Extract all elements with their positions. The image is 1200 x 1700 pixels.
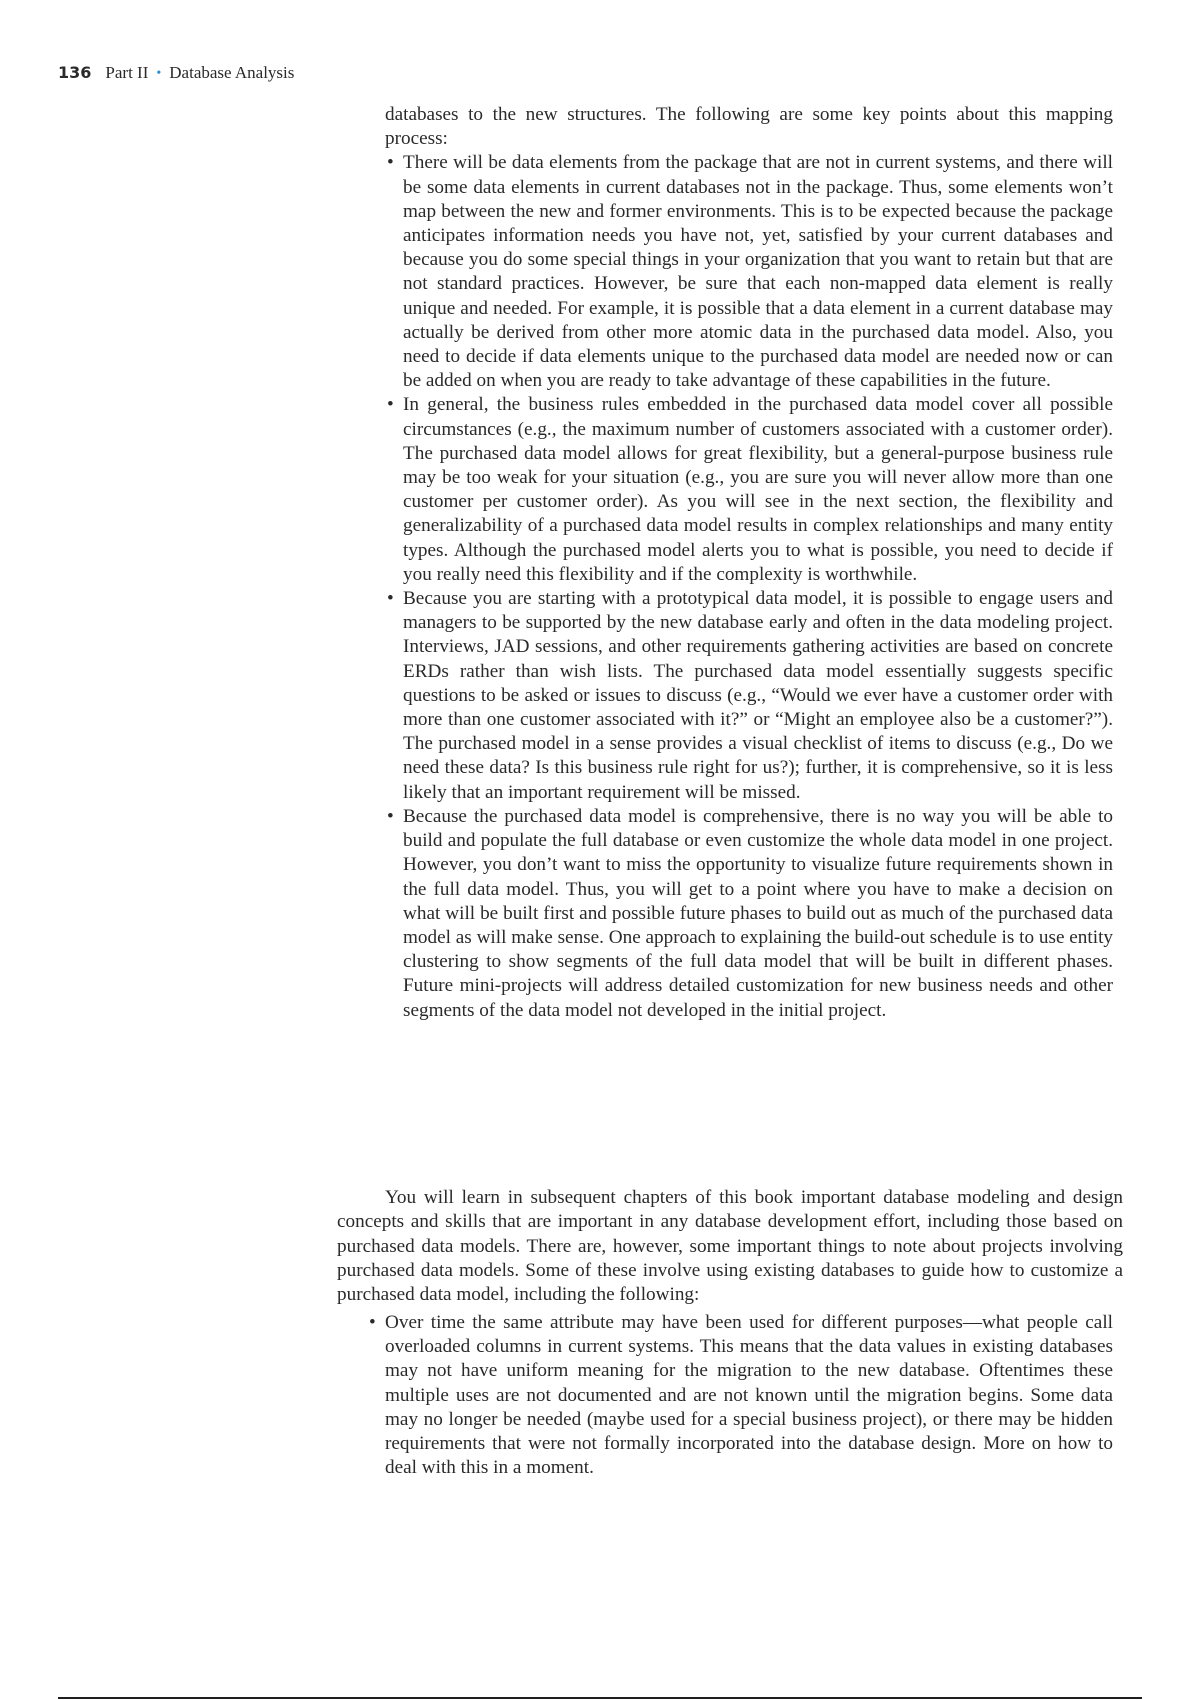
list-item: • Because the purchased data model is comprehensive, there is no way you will be able to build and populate the full database or even customize the whole data model in one project. However, you don’t want to miss the opportunity to visualize future requirements shown in the full data model. Thus, you will get to a point where you have to make a decision on what will be built first and possible future phases to build out as much of the purchased data model as will make sense. One approach to explaining the build-out schedule is to use entity clustering to show segments of the full data model that will be built in different phases. Future mini-projects will address detailed customization for new business needs and other segments of the data model not developed in the initial project. <box>403 805 1113 1023</box>
part-label: Part II <box>105 63 149 82</box>
header-separator: • <box>156 66 162 81</box>
body-paragraph: You will learn in subsequent chapters of this book important database modeling and design concepts and skills that are important in any database development effort, including those based on purchased data models. There are, however, some important things to note about projects involving purchased data models. Some of these involve using existing databases to guide how to customize a purchased data model, including the following: <box>337 1187 1123 1305</box>
main-text-block <box>385 103 1113 1023</box>
list-item: • Over time the same attribute may have been used for different purposes—what people call overloaded columns in current systems. This means that the data values in existing databases may not have uniform meaning for the migration to the new database. Oftentimes these multiple uses are not documented and are not known until the migration begins. Some data may no longer be needed (maybe used for a special business project), or there may be hidden requirements that were not formally incorporated into the database design. More on how to deal with this in a moment. <box>385 1311 1113 1480</box>
page-number: 136 <box>58 63 92 82</box>
running-header <box>58 62 294 86</box>
key-points-list <box>385 151 1113 1022</box>
considerations-list <box>385 1311 1113 1480</box>
list-item: • Because you are starting with a prototypical data model, it is possible to engage users and managers to be supported by the new database early and often in the data modeling project. Interviews, JAD sessions, and other requirements gathering activities are based on concrete ERDs rather than wish lists. The purchased data model essentially suggests specific questions to be asked or issues to discuss (e.g., “Would we ever have a customer order with more than one customer associated with it?” or “Might an employee also be a customer?”). The purchased model in a sense provides a visual checklist of items to discuss (e.g., Do we need these data? Is this business rule right for us?); further, it is comprehensive, so it is less likely that an important requirement will be missed. <box>403 587 1113 805</box>
footer-rule <box>58 1697 1142 1699</box>
list-item: • In general, the business rules embedded in the purchased data model cover all possible circumstances (e.g., the maximum number of customers associated with a customer order). The purchased data model allows for great flexibility, but a general-purpose business rule may be too weak for your situation (e.g., you are sure you will never allow more than one customer per customer order). As you will see in the next section, the flexibility and generalizability of a purchased data model results in complex relationships and many entity types. Although the purchased model alerts you to what is possible, you need to decide if you really need this flexibility and if the complexity is worthwhile. <box>403 393 1113 587</box>
intro-paragraph: databases to the new structures. The following are some key points about this mapping process: <box>385 104 1113 150</box>
section-title: Database Analysis <box>169 63 295 82</box>
list-item: • There will be data elements from the package that are not in current systems, and there will be some data elements in current databases not in the package. Thus, some elements won’t map between the new and former environments. This is to be expected because the package anticipates information needs you have not, yet, satisfied by your current databases and because you do some special things in your organization that you want to retain but that are not standard practices. However, be sure that each non-mapped data element is really unique and needed. For example, it is possible that a data element in a current database may actually be derived from other more atomic data in the purchased data model. Also, you need to decide if data elements unique to the purchased data model are needed now or can be added on when you are ready to take advantage of these capabilities in the future. <box>403 151 1113 393</box>
